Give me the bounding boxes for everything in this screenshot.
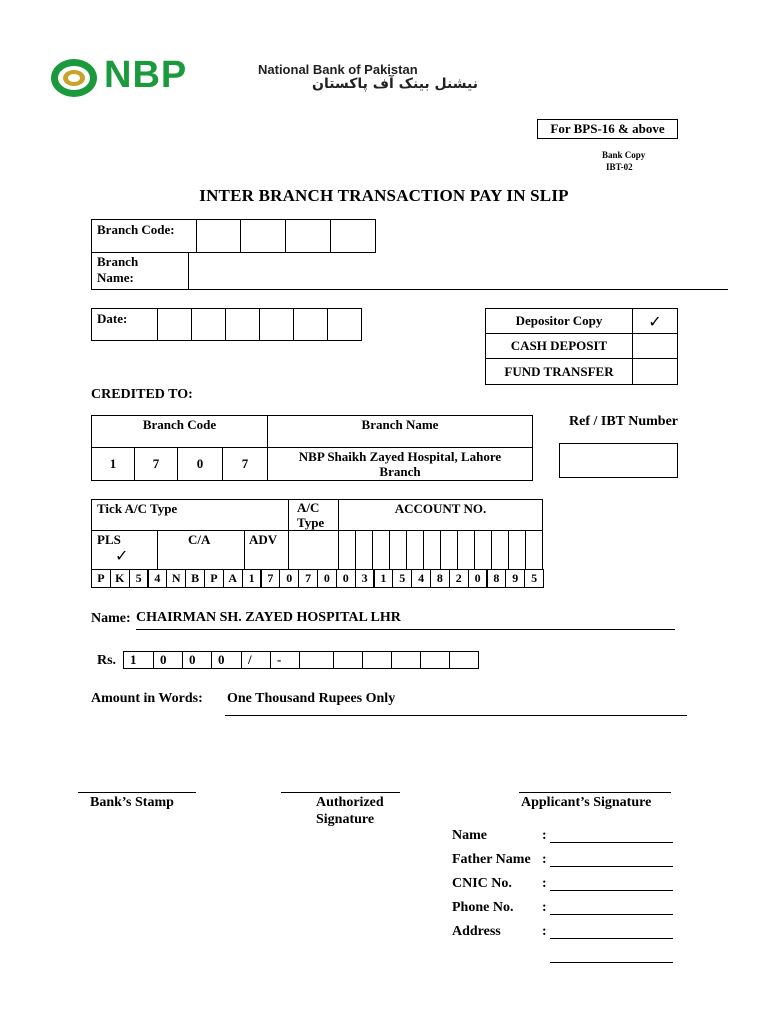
date-table bbox=[91, 308, 362, 341]
amount-box[interactable] bbox=[449, 651, 479, 669]
applicant-name-label: Name bbox=[452, 828, 487, 843]
account-char-cell: 7 bbox=[298, 569, 318, 588]
cash-deposit-check[interactable] bbox=[633, 334, 678, 359]
account-upper-cell bbox=[372, 530, 390, 570]
applicant-signature-line[interactable] bbox=[519, 792, 671, 793]
authorized-label-2: Signature bbox=[316, 812, 375, 827]
rs-label: Rs. bbox=[97, 653, 117, 668]
amount-box[interactable]: 0 bbox=[182, 651, 212, 669]
amount-box[interactable] bbox=[299, 651, 334, 669]
applicant-address-line[interactable] bbox=[550, 938, 673, 939]
ac-type-label-2: Type bbox=[297, 515, 325, 530]
amount-box[interactable] bbox=[420, 651, 450, 669]
account-char-cell: 7 bbox=[261, 569, 281, 588]
account-char-cell: N bbox=[166, 569, 186, 588]
copy-type-table bbox=[485, 308, 678, 385]
amount-box[interactable]: 1 bbox=[123, 651, 154, 669]
ac-type-blank bbox=[288, 530, 339, 570]
branch-name-line[interactable] bbox=[188, 289, 728, 290]
fund-transfer-label: FUND TRANSFER bbox=[486, 359, 633, 385]
credited-code-digit: 7 bbox=[135, 448, 178, 481]
branch-code-box[interactable] bbox=[286, 220, 331, 253]
ac-type-header bbox=[288, 499, 339, 531]
account-upper-cell bbox=[525, 530, 543, 570]
form-code: IBT-02 bbox=[606, 162, 633, 172]
bank-stamp-line[interactable] bbox=[78, 792, 196, 793]
account-upper-cell bbox=[355, 530, 373, 570]
copy-label: Bank Copy bbox=[602, 150, 646, 160]
amount-in-words-value: One Thousand Rupees Only bbox=[227, 691, 396, 706]
applicant-father-name-line[interactable] bbox=[550, 866, 673, 867]
applicant-field-address bbox=[452, 924, 682, 944]
name-line[interactable] bbox=[136, 629, 675, 630]
branch-name-cell bbox=[91, 253, 189, 290]
applicant-field-father-name bbox=[452, 852, 682, 872]
branch-code-box[interactable] bbox=[197, 220, 241, 253]
bank-stamp-label: Bank’s Stamp bbox=[90, 795, 174, 810]
account-char-cell: 0 bbox=[279, 569, 299, 588]
pls-label: PLS bbox=[97, 532, 121, 547]
applicant-signature-label: Applicant’s Signature bbox=[521, 795, 652, 810]
account-char-cell: 5 bbox=[524, 569, 544, 588]
account-no-header: ACCOUNT NO. bbox=[338, 499, 543, 531]
applicant-cnic-label: CNIC No. bbox=[452, 876, 512, 891]
account-char-cell: P bbox=[91, 569, 111, 588]
applicant-address-label: Address bbox=[452, 924, 501, 939]
applicant-name-line[interactable] bbox=[550, 842, 673, 843]
ref-ibt-box[interactable] bbox=[559, 443, 678, 478]
field-colon: : bbox=[542, 828, 547, 843]
account-upper-cell bbox=[389, 530, 407, 570]
credited-branch-code-header: Branch Code bbox=[92, 416, 268, 448]
grade-box bbox=[537, 119, 678, 139]
adv-option[interactable] bbox=[244, 530, 289, 570]
amount-in-words-line[interactable] bbox=[225, 715, 687, 716]
field-colon: : bbox=[542, 900, 547, 915]
branch-code-box[interactable] bbox=[331, 220, 376, 253]
account-table bbox=[91, 499, 543, 588]
bank-name-urdu: نیشنل بینک آف پاکستان bbox=[312, 76, 478, 92]
branch-name-label-1: Branch bbox=[97, 254, 139, 269]
credited-table bbox=[91, 415, 533, 481]
field-colon: : bbox=[542, 924, 547, 939]
page-title: INTER BRANCH TRANSACTION PAY IN SLIP bbox=[199, 186, 569, 205]
applicant-field-phone bbox=[452, 900, 682, 920]
ac-type-label-1: A/C bbox=[297, 500, 320, 515]
cash-deposit-label: CASH DEPOSIT bbox=[486, 334, 633, 359]
account-char-cell: 1 bbox=[374, 569, 394, 588]
applicant-father-name-label: Father Name bbox=[452, 852, 531, 867]
amount-box[interactable] bbox=[362, 651, 392, 669]
date-box[interactable] bbox=[192, 309, 226, 341]
date-box[interactable] bbox=[260, 309, 294, 341]
name-label: Name: bbox=[91, 611, 131, 626]
tick-ac-type-label: Tick A/C Type bbox=[91, 499, 289, 531]
authorized-label-1: Authorized bbox=[316, 795, 384, 810]
pls-check: ✓ bbox=[115, 546, 129, 565]
grade-label: For BPS-16 & above bbox=[550, 121, 665, 136]
credited-code-digit: 7 bbox=[223, 448, 268, 481]
account-char-cell: 8 bbox=[430, 569, 450, 588]
amount-box[interactable] bbox=[391, 651, 421, 669]
ref-ibt-label: Ref / IBT Number bbox=[569, 414, 679, 429]
account-char-cell: 4 bbox=[411, 569, 431, 588]
account-upper-cell bbox=[508, 530, 526, 570]
account-char-cell: 1 bbox=[242, 569, 262, 588]
account-upper-cell bbox=[474, 530, 492, 570]
amount-box[interactable] bbox=[333, 651, 363, 669]
account-upper-cell bbox=[338, 530, 356, 570]
account-char-cell: A bbox=[223, 569, 243, 588]
account-char-cell: K bbox=[110, 569, 130, 588]
account-char-cell: 9 bbox=[505, 569, 525, 588]
account-char-cell: 0 bbox=[317, 569, 337, 588]
credited-branch-name-line-2: Branch bbox=[379, 464, 421, 479]
depositor-copy-label: Depositor Copy bbox=[486, 309, 633, 334]
bank-name: National Bank of Pakistan bbox=[258, 62, 418, 77]
account-char-cell: 5 bbox=[392, 569, 412, 588]
branch-code-box[interactable] bbox=[241, 220, 286, 253]
nbp-logo bbox=[48, 56, 223, 100]
account-upper-cell bbox=[491, 530, 509, 570]
applicant-phone-line[interactable] bbox=[550, 914, 673, 915]
credited-code-digit: 1 bbox=[92, 448, 135, 481]
account-char-cell: 2 bbox=[449, 569, 469, 588]
amount-in-words-label: Amount in Words: bbox=[91, 691, 203, 706]
credited-branch-name-value bbox=[268, 448, 533, 481]
fund-transfer-check[interactable] bbox=[633, 359, 678, 385]
applicant-phone-label: Phone No. bbox=[452, 900, 514, 915]
account-char-cell: 8 bbox=[487, 569, 507, 588]
account-upper-cell bbox=[457, 530, 475, 570]
applicant-field-cnic bbox=[452, 876, 682, 896]
applicant-field-name bbox=[452, 828, 682, 848]
branch-name-label-2: Name: bbox=[97, 270, 134, 285]
date-box[interactable] bbox=[294, 309, 328, 341]
amount-box[interactable]: - bbox=[270, 651, 300, 669]
account-upper-cell bbox=[423, 530, 441, 570]
account-char-cell: B bbox=[185, 569, 205, 588]
account-char-cell: 0 bbox=[468, 569, 488, 588]
authorized-signature-line[interactable] bbox=[281, 792, 400, 793]
date-box[interactable] bbox=[328, 309, 362, 341]
depositor-copy-check[interactable]: ✓ bbox=[633, 309, 678, 334]
logo-text: NBP bbox=[104, 54, 188, 96]
date-box[interactable] bbox=[226, 309, 260, 341]
credited-branch-name-header: Branch Name bbox=[268, 416, 533, 448]
account-char-cell: P bbox=[204, 569, 224, 588]
amount-box[interactable]: / bbox=[241, 651, 271, 669]
date-box[interactable] bbox=[158, 309, 192, 341]
date-label: Date: bbox=[92, 309, 158, 341]
applicant-address-line-2[interactable] bbox=[550, 962, 673, 963]
branch-code-label: Branch Code: bbox=[92, 220, 197, 253]
ca-option[interactable] bbox=[157, 530, 245, 570]
account-upper-cell bbox=[406, 530, 424, 570]
account-upper-cell bbox=[440, 530, 458, 570]
amount-box[interactable]: 0 bbox=[211, 651, 242, 669]
amount-box[interactable]: 0 bbox=[153, 651, 183, 669]
account-char-cell: 4 bbox=[148, 569, 168, 588]
field-colon: : bbox=[542, 876, 547, 891]
account-char-cell: 3 bbox=[355, 569, 375, 588]
credited-code-digit: 0 bbox=[178, 448, 223, 481]
name-value: CHAIRMAN SH. ZAYED HOSPITAL LHR bbox=[136, 610, 401, 625]
branch-table bbox=[91, 219, 376, 253]
credited-branch-name-line-1: NBP Shaikh Zayed Hospital, Lahore bbox=[298, 449, 502, 464]
applicant-cnic-line[interactable] bbox=[550, 890, 673, 891]
field-colon: : bbox=[542, 852, 547, 867]
pls-option[interactable] bbox=[91, 530, 158, 570]
ca-label: C/A bbox=[188, 532, 211, 547]
credited-to-label: CREDITED TO: bbox=[91, 387, 193, 402]
account-char-cell: 5 bbox=[129, 569, 149, 588]
nbp-emblem-icon bbox=[48, 56, 100, 100]
account-char-cell: 0 bbox=[336, 569, 356, 588]
adv-label: ADV bbox=[249, 532, 278, 547]
